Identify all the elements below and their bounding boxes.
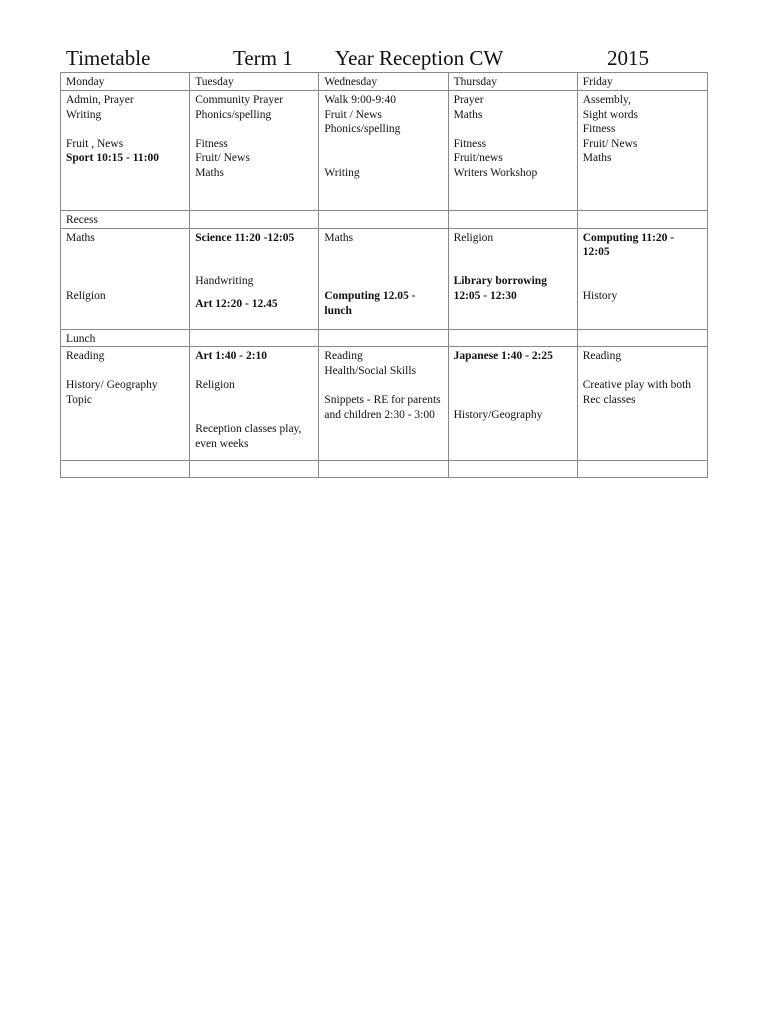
cell-wednesday-midday bbox=[319, 228, 448, 329]
lesson-entry: Fitness bbox=[582, 123, 616, 136]
day-header-tuesday: Tuesday bbox=[190, 73, 319, 91]
lesson-entry: Religion bbox=[66, 289, 106, 302]
lesson-entry: Fruit/ News bbox=[582, 137, 638, 150]
lesson-entry: Maths bbox=[453, 108, 483, 121]
cell-thursday-midday bbox=[448, 228, 577, 329]
page-title: Timetable bbox=[66, 46, 151, 70]
lunch-label: Lunch bbox=[61, 329, 190, 347]
cell-tuesday-morning bbox=[190, 91, 319, 211]
lesson-entry: Assembly, bbox=[582, 94, 631, 106]
lesson-entry: Computing 11:20 - 12:05 bbox=[582, 231, 675, 259]
day-header-wednesday: Wednesday bbox=[319, 73, 448, 91]
lesson-entry: History/Geography bbox=[453, 408, 543, 421]
lesson-entry: Fitness bbox=[195, 137, 228, 150]
lesson-entry: Sight words bbox=[582, 108, 639, 121]
lesson-entry: Writing bbox=[324, 166, 360, 179]
lesson-entry: Reading bbox=[582, 350, 622, 363]
lesson-entry: Handwriting bbox=[195, 275, 254, 288]
lesson-entry: Health/Social Skills bbox=[324, 364, 417, 377]
lesson-entry: Maths bbox=[324, 231, 354, 244]
lesson-entry: Reception classes play, even weeks bbox=[195, 423, 302, 450]
cell-tuesday-midday bbox=[190, 228, 319, 329]
lesson-entry: Community Prayer bbox=[195, 94, 284, 106]
day-header-row bbox=[61, 73, 708, 91]
lesson-entry: Prayer bbox=[453, 94, 484, 106]
day-header-thursday: Thursday bbox=[448, 73, 577, 91]
midday-row bbox=[61, 228, 708, 329]
cell-monday-midday bbox=[61, 228, 190, 329]
cell-wednesday-morning bbox=[319, 91, 448, 211]
term-label: Term 1 bbox=[233, 46, 293, 70]
year-label: 2015 bbox=[607, 46, 649, 70]
lesson-entry: History bbox=[582, 289, 618, 302]
afternoon-row bbox=[61, 347, 708, 461]
lesson-entry: Fitness bbox=[453, 137, 487, 150]
lesson-entry: Art 1:40 - 2:10 bbox=[195, 350, 268, 363]
lesson-entry: Fruit/news bbox=[453, 152, 503, 165]
lesson-entry: Snippets - RE for parents and children 2:30 - 3:00 bbox=[324, 393, 441, 421]
lesson-entry: Computing 12.05 - lunch bbox=[324, 289, 416, 317]
recess-label: Recess bbox=[61, 211, 190, 229]
recess-row bbox=[61, 211, 708, 229]
lesson-entry: Religion bbox=[453, 231, 494, 244]
day-header-monday: Monday bbox=[61, 73, 190, 91]
lesson-entry: Phonics/spelling bbox=[324, 123, 401, 136]
day-header-friday: Friday bbox=[577, 73, 707, 91]
lesson-entry: Fruit / News bbox=[324, 108, 382, 121]
lesson-entry: Library borrowing 12:05 - 12:30 bbox=[453, 275, 547, 302]
lesson-entry: Phonics/spelling bbox=[195, 108, 272, 121]
cell-friday-midday bbox=[577, 228, 707, 329]
lesson-entry: Walk 9:00-9:40 bbox=[324, 94, 396, 106]
lesson-entry: Science 11:20 -12:05 bbox=[195, 231, 295, 244]
lesson-entry: Creative play with both Rec classes bbox=[582, 379, 692, 406]
lesson-entry: History/ Geography Topic bbox=[66, 379, 158, 406]
lesson-entry: Japanese 1:40 - 2:25 bbox=[453, 350, 553, 363]
cell-monday-morning bbox=[61, 91, 190, 211]
lesson-entry: Writing bbox=[66, 108, 102, 121]
lesson-entry: Religion bbox=[195, 379, 235, 392]
lesson-entry: Writers Workshop bbox=[453, 166, 538, 179]
cell-friday-morning bbox=[577, 91, 707, 211]
timetable-header bbox=[66, 46, 666, 72]
cell-thursday-morning bbox=[448, 91, 577, 211]
lunch-row bbox=[61, 329, 708, 347]
class-label: Year Reception CW bbox=[335, 46, 504, 70]
lesson-entry: Maths bbox=[582, 152, 612, 165]
cell-thursday-afternoon bbox=[448, 347, 577, 461]
morning-row bbox=[61, 91, 708, 211]
cell-friday-afternoon bbox=[577, 347, 707, 461]
empty-row bbox=[61, 461, 708, 478]
cell-wednesday-afternoon bbox=[319, 347, 448, 461]
lesson-entry: Sport 10:15 - 11:00 bbox=[66, 152, 159, 165]
lesson-entry: Reading bbox=[324, 350, 363, 363]
lesson-entry: Admin, Prayer bbox=[66, 94, 134, 106]
lesson-entry: Fruit , News bbox=[66, 137, 124, 150]
lesson-entry: Art 12:20 - 12.45 bbox=[195, 297, 278, 310]
cell-tuesday-afternoon bbox=[190, 347, 319, 461]
lesson-entry: Fruit/ News bbox=[195, 152, 250, 165]
lesson-entry: Maths bbox=[66, 231, 95, 244]
lesson-entry: Reading bbox=[66, 350, 105, 363]
cell-monday-afternoon bbox=[61, 347, 190, 461]
timetable-table bbox=[60, 72, 708, 478]
lesson-entry: Maths bbox=[195, 166, 224, 179]
